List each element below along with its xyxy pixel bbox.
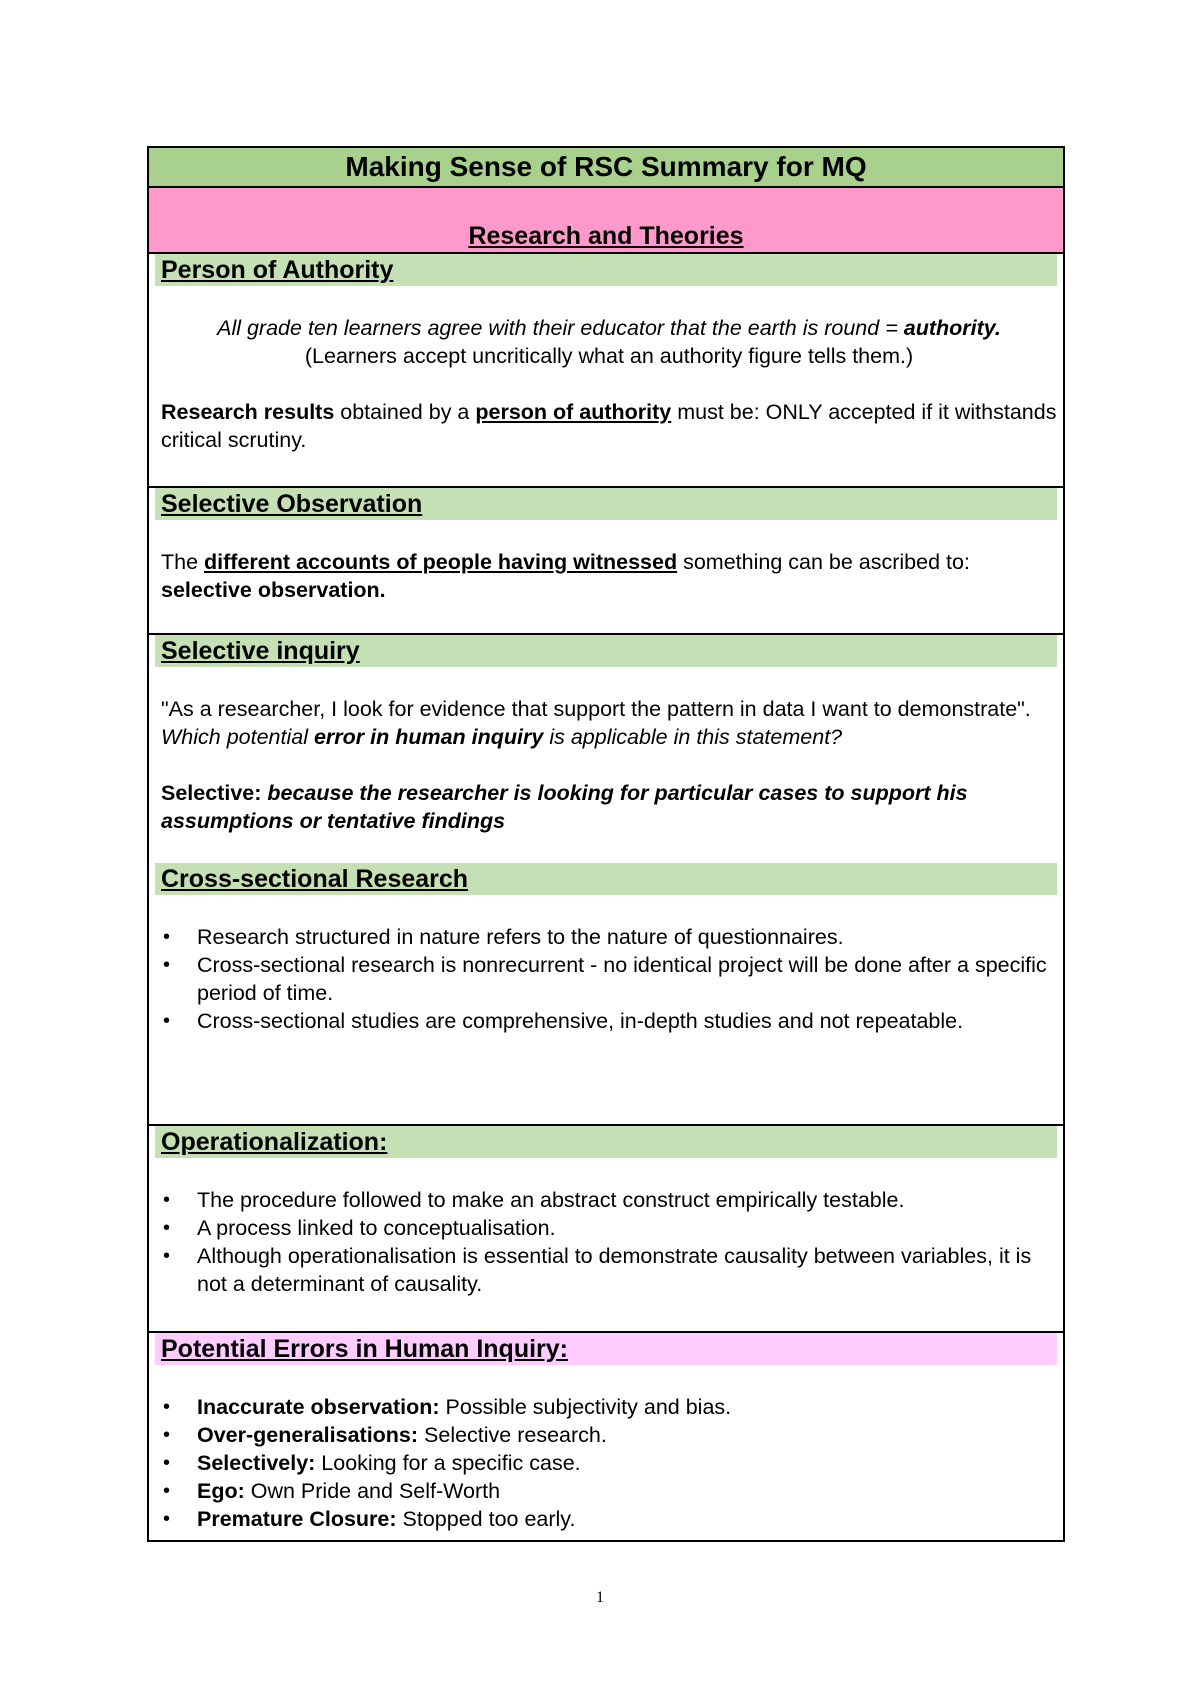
section-selective-observation (149, 486, 1063, 633)
question-start: Which potential (161, 725, 314, 749)
page-number: 1 (596, 1589, 604, 1606)
section-heading: Potential Errors in Human Inquiry: (155, 1333, 1057, 1365)
results-label: Research results (161, 400, 335, 424)
errors-list (155, 1393, 1057, 1533)
section-heading: Selective inquiry (155, 635, 1057, 667)
authority-example-text: All grade ten learners agree with their educator that the earth is round = (217, 316, 904, 340)
observation-text (155, 548, 1057, 604)
observation-start: The (161, 550, 205, 574)
section-heading: Person of Authority (155, 254, 1057, 286)
authority-note: (Learners accept uncritically what an authority figure tells them.) (304, 344, 914, 368)
section-heading-cross-sectional: Cross-sectional Research (155, 863, 1057, 895)
error-term: Selectively: (197, 1451, 316, 1475)
list-item (197, 1505, 1057, 1533)
section-heading: Operationalization: (155, 1126, 1057, 1158)
error-desc: Stopped too early. (396, 1507, 576, 1531)
answer-text: because the researcher is looking for particular cases to support his assumptions or tentative findings (161, 781, 968, 833)
list-item (197, 1449, 1057, 1477)
observation-mid: something can be ascribed to: (677, 550, 970, 574)
list-item: • Cross-sectional studies are comprehensive, in-depth studies and not repeatable. (197, 1007, 1057, 1035)
question-keyword: error in human inquiry (313, 725, 544, 749)
inquiry-question (155, 723, 1057, 751)
section-potential-errors (149, 1331, 1063, 1540)
list-item (197, 1477, 1057, 1505)
observation-emphasis: different accounts of people having witnessed (204, 550, 678, 574)
section-selective-inquiry (149, 633, 1063, 1124)
error-term: Over-generalisations: (197, 1423, 419, 1447)
error-desc: Own Pride and Self-Worth (244, 1479, 501, 1503)
list-item (197, 1393, 1057, 1421)
document-title: Making Sense of RSC Summary for MQ (149, 148, 1063, 186)
question-end: is applicable in this statement? (543, 725, 843, 749)
section-person-of-authority (149, 252, 1063, 486)
error-term: Inaccurate observation: (197, 1395, 440, 1419)
authority-results (155, 398, 1057, 454)
inquiry-answer (155, 779, 1057, 835)
authority-example-keyword: authority. (903, 316, 1001, 340)
error-term: Premature Closure: (197, 1507, 397, 1531)
list-item: • Research structured in nature refers to the nature of questionnaires. (197, 923, 1057, 951)
observation-keyword: selective observation. (161, 578, 386, 602)
results-keyword: person of authority (475, 400, 672, 424)
list-item (197, 1421, 1057, 1449)
list-item: • Cross-sectional research is nonrecurrent - no identical project will be done after a specific period of time. (197, 951, 1057, 1007)
cross-sectional-list (155, 923, 1057, 1035)
error-desc: Looking for a specific case. (315, 1451, 581, 1475)
section-operationalization (149, 1124, 1063, 1331)
list-item: • A process linked to conceptualisation. (197, 1214, 1057, 1242)
error-term: Ego: (197, 1479, 245, 1503)
results-mid: obtained by a (334, 400, 476, 424)
authority-example (155, 314, 1057, 342)
answer-label: Selective: (161, 781, 268, 805)
section-heading: Selective Observation (155, 488, 1057, 520)
error-desc: Selective research. (418, 1423, 607, 1447)
operationalization-list (155, 1186, 1057, 1298)
inquiry-quote: "As a researcher, I look for evidence that support the pattern in data I want to demonstrate". (161, 697, 1031, 721)
error-desc: Possible subjectivity and bias. (439, 1395, 732, 1419)
list-item: • Although operationalisation is essential to demonstrate causality between variables, it is not a determinant of causality. (197, 1242, 1057, 1298)
results-end: must be: ONLY accepted if it withstands critical scrutiny. (161, 400, 1057, 452)
list-item: • The procedure followed to make an abstract construct empirically testable. (197, 1186, 1057, 1214)
document-subtitle: Research and Theories (149, 186, 1063, 252)
summary-table (147, 146, 1065, 1542)
